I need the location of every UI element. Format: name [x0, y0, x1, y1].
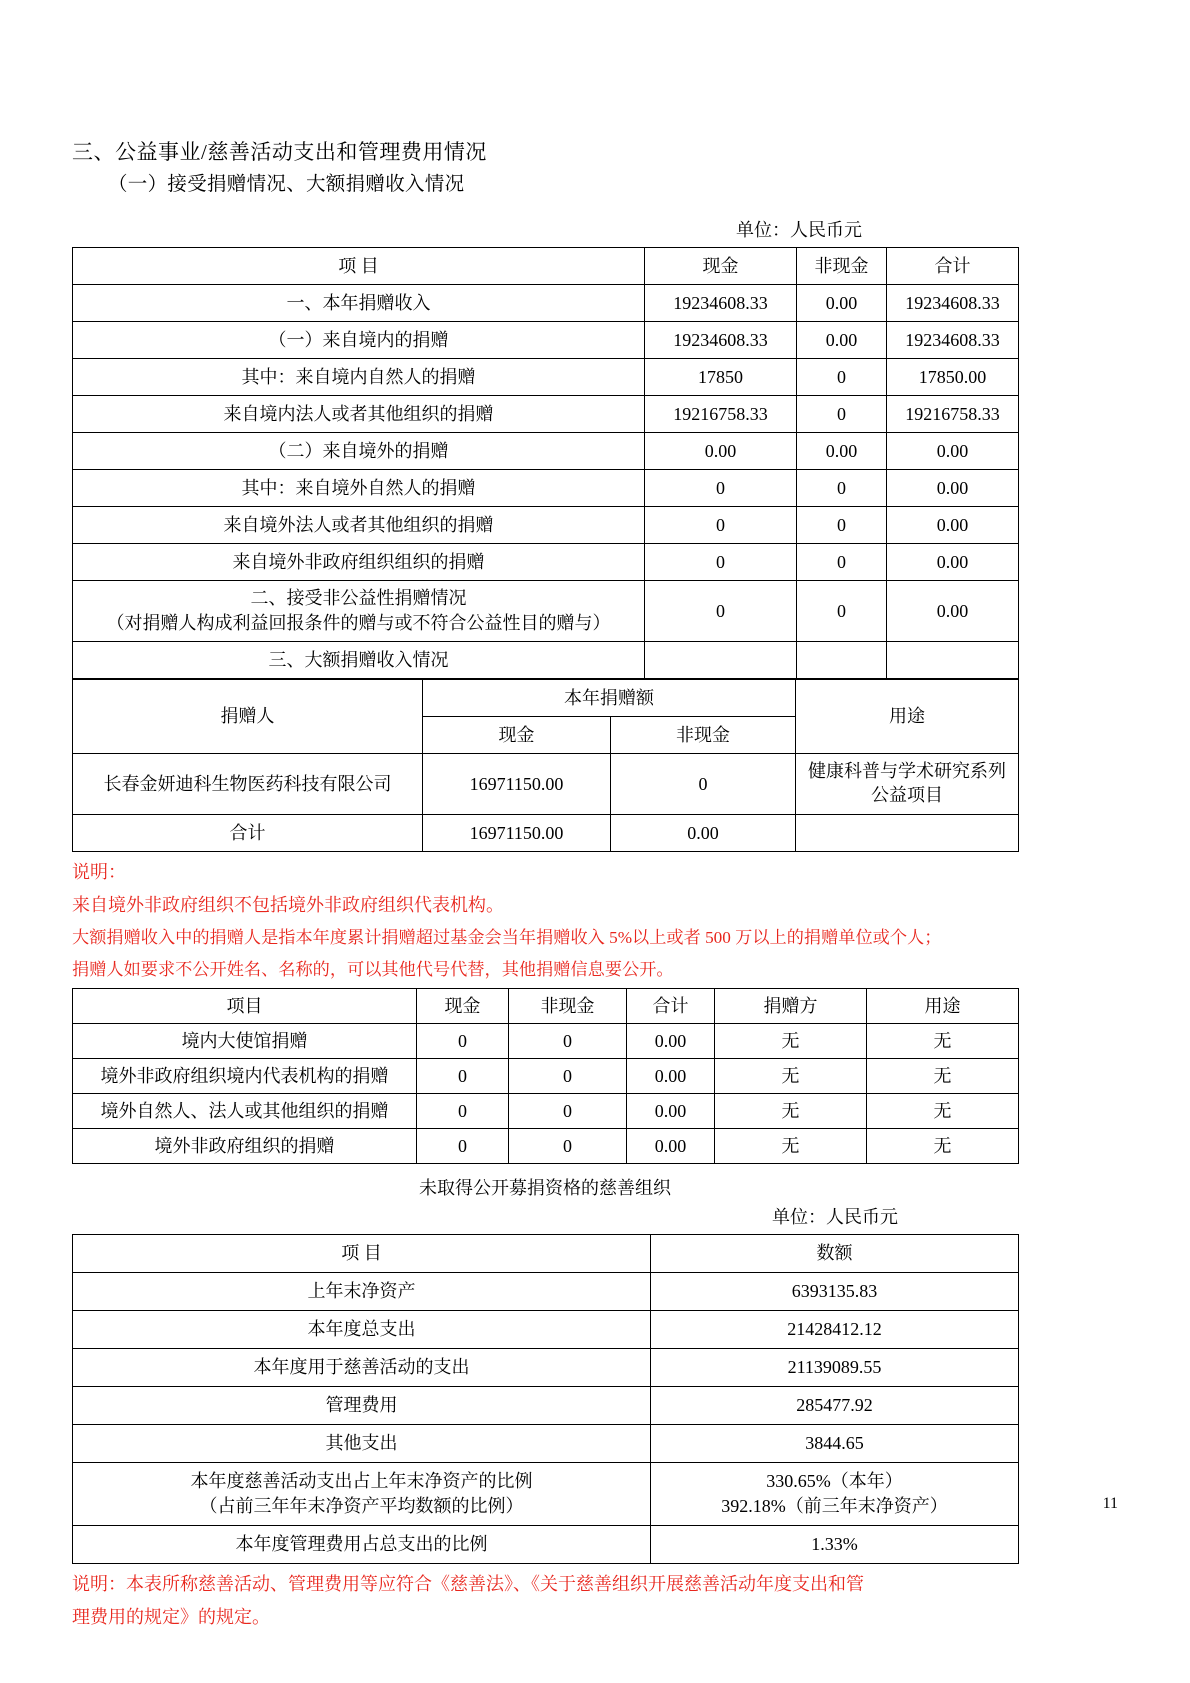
row-cash: 0 — [645, 469, 797, 506]
table-row — [73, 1128, 1019, 1163]
row-donor: 无 — [715, 1058, 867, 1093]
row-amount: 21428412.12 — [651, 1310, 1019, 1348]
ratio-item-line-1: 本年度慈善活动支出占上年末净资产的比例 — [190, 1471, 533, 1492]
table-row — [73, 753, 1019, 814]
col-header-item: 项 目 — [73, 247, 645, 284]
row-noncash: 0 — [509, 1023, 627, 1058]
unit-label-1: 单位：人民币元 — [736, 219, 862, 240]
row-cash: 0 — [645, 580, 797, 641]
row-total: 0.00 — [627, 1058, 715, 1093]
row-item: 其他支出 — [73, 1424, 651, 1462]
row-noncash: 0 — [797, 580, 887, 641]
donation-income-table — [72, 247, 1019, 679]
ratio-row — [73, 1462, 1019, 1525]
row-noncash: 0 — [509, 1093, 627, 1128]
row-noncash: 0 — [797, 395, 887, 432]
expenditure-table — [72, 1234, 1019, 1564]
col-header-item: 项目 — [73, 988, 417, 1023]
col-header-use: 用途 — [867, 988, 1019, 1023]
large-donation-title-row — [73, 641, 1019, 678]
row-amount: 6393135.83 — [651, 1272, 1019, 1310]
total-use — [796, 814, 1019, 851]
total-label: 合计 — [73, 814, 423, 851]
noncharitable-donation-row — [73, 580, 1019, 641]
ratio-item — [73, 1462, 651, 1525]
subsection-heading: （一）接受捐赠情况、大额捐赠收入情况 — [108, 173, 465, 195]
col-header-use: 用途 — [796, 679, 1019, 753]
row-total: 0.00 — [887, 580, 1019, 641]
row-donor: 无 — [715, 1093, 867, 1128]
section-heading: 三、公益事业/慈善活动支出和管理费用情况 — [72, 140, 487, 164]
noncharitable-line-2: （对捐赠人构成利益回报条件的赠与或不符合公益性目的赠与） — [106, 612, 611, 633]
row-item: 管理费用 — [73, 1386, 651, 1424]
row-noncash: 0.00 — [797, 284, 887, 321]
donor-use-line-1: 健康科普与学术研究系列 — [808, 761, 1006, 782]
row-total: 0.00 — [627, 1093, 715, 1128]
notes2-line-2: 理费用的规定》的规定。 — [72, 1606, 270, 1627]
row-noncash: 0 — [797, 358, 887, 395]
row-use: 无 — [867, 1093, 1019, 1128]
row-item: 境外非政府组织境内代表机构的捐赠 — [73, 1058, 417, 1093]
col-header-amount: 数额 — [651, 1234, 1019, 1272]
row-cash: 17850 — [645, 358, 797, 395]
total-cash: 16971150.00 — [423, 814, 611, 851]
page-number: 11 — [1102, 1495, 1118, 1512]
row-noncash: 0.00 — [797, 321, 887, 358]
row-total: 0.00 — [887, 469, 1019, 506]
row-cash: 19216758.33 — [645, 395, 797, 432]
col-header-total: 合计 — [627, 988, 715, 1023]
table-row — [73, 321, 1019, 358]
table-row — [73, 1310, 1019, 1348]
row-total: 19234608.33 — [887, 284, 1019, 321]
row-item: 其中：来自境内自然人的捐赠 — [73, 358, 645, 395]
total-noncash: 0.00 — [611, 814, 796, 851]
row-item: 本年度总支出 — [73, 1310, 651, 1348]
col-header-donor: 捐赠方 — [715, 988, 867, 1023]
row-use: 无 — [867, 1058, 1019, 1093]
large-donation-title: 三、大额捐赠收入情况 — [73, 641, 645, 678]
row-item: 一、本年捐赠收入 — [73, 284, 645, 321]
col-header-noncash: 非现金 — [797, 247, 887, 284]
table-row — [73, 358, 1019, 395]
row-cash: 19234608.33 — [645, 321, 797, 358]
row-use: 无 — [867, 1128, 1019, 1163]
empty-cell — [887, 641, 1019, 678]
row-noncash: 0 — [797, 543, 887, 580]
row-item: （一）来自境内的捐赠 — [73, 321, 645, 358]
noncharitable-line-1: 二、接受非公益性捐赠情况 — [250, 588, 467, 609]
row-item: 本年度用于慈善活动的支出 — [73, 1348, 651, 1386]
row-amount: 285477.92 — [651, 1386, 1019, 1424]
notes2-line-1: 说明：本表所称慈善活动、管理费用等应符合《慈善法》、《关于慈善组织开展慈善活动年度支出和管 — [72, 1573, 864, 1594]
notes-block-1 — [72, 858, 1018, 984]
col-header-noncash: 非现金 — [509, 988, 627, 1023]
row-noncash: 0 — [509, 1058, 627, 1093]
row-noncash: 0 — [797, 506, 887, 543]
col-header-donor: 捐赠人 — [73, 679, 423, 753]
row-noncash: 0.00 — [797, 432, 887, 469]
row-item: 境外非政府组织的捐赠 — [73, 1128, 417, 1163]
table-row — [73, 543, 1019, 580]
table-row — [73, 1093, 1019, 1128]
ratio-amount-line-1: 330.65%（本年） — [766, 1471, 903, 1492]
col-header-cash: 现金 — [645, 247, 797, 284]
row-item: （二）来自境外的捐赠 — [73, 432, 645, 469]
row-cash: 0 — [417, 1093, 509, 1128]
row-cash: 19234608.33 — [645, 284, 797, 321]
row-total: 19234608.33 — [887, 321, 1019, 358]
row-amount: 3844.65 — [651, 1424, 1019, 1462]
admin-ratio-row — [73, 1525, 1019, 1563]
overseas-donation-table — [72, 988, 1019, 1164]
table-row — [73, 469, 1019, 506]
page-content — [72, 136, 1018, 1636]
notes-title: 说明： — [72, 861, 126, 882]
table-row — [73, 1386, 1019, 1424]
unit-label-2: 单位：人民币元 — [772, 1206, 898, 1227]
table-header-row — [73, 988, 1019, 1023]
empty-cell — [797, 641, 887, 678]
table-header-row — [73, 1234, 1019, 1272]
ratio-amount-line-2: 392.18%（前三年末净资产） — [721, 1495, 948, 1516]
row-cash: 0 — [417, 1058, 509, 1093]
row-item: 境内大使馆捐赠 — [73, 1023, 417, 1058]
donor-noncash: 0 — [611, 753, 796, 814]
row-item: 上年末净资产 — [73, 1272, 651, 1310]
large-donation-table — [72, 679, 1019, 852]
row-total: 0.00 — [887, 432, 1019, 469]
notes-block-2 — [72, 1570, 1018, 1632]
notes-line-1: 来自境外非政府组织不包括境外非政府组织代表机构。 — [72, 894, 504, 915]
col-header-noncash: 非现金 — [611, 716, 796, 753]
row-item-multiline — [73, 580, 645, 641]
table-row — [73, 395, 1019, 432]
large-donation-total-row — [73, 814, 1019, 851]
row-item: 其中：来自境外自然人的捐赠 — [73, 469, 645, 506]
row-use: 无 — [867, 1023, 1019, 1058]
expenditure-section-title: 未取得公开募捐资格的慈善组织 — [419, 1177, 671, 1198]
table-header-row — [73, 247, 1019, 284]
row-item: 本年度管理费用占总支出的比例 — [73, 1525, 651, 1563]
table-row — [73, 1272, 1019, 1310]
row-amount: 1.33% — [651, 1525, 1019, 1563]
row-item: 来自境内法人或者其他组织的捐赠 — [73, 395, 645, 432]
row-noncash: 0 — [509, 1128, 627, 1163]
donor-name: 长春金妍迪科生物医药科技有限公司 — [73, 753, 423, 814]
table-row — [73, 1348, 1019, 1386]
row-cash: 0 — [645, 543, 797, 580]
large-donation-header-row-1 — [73, 679, 1019, 716]
donor-use-line-2: 公益项目 — [871, 784, 943, 805]
donor-use — [796, 753, 1019, 814]
row-total: 0.00 — [627, 1023, 715, 1058]
table-row — [73, 1058, 1019, 1093]
row-item: 来自境外法人或者其他组织的捐赠 — [73, 506, 645, 543]
table-row — [73, 1023, 1019, 1058]
table-row — [73, 506, 1019, 543]
table-row — [73, 1424, 1019, 1462]
notes-line-3: 捐赠人如要求不公开姓名、名称的，可以其他代号代替，其他捐赠信息要公开。 — [72, 959, 674, 979]
col-header-cash: 现金 — [423, 716, 611, 753]
row-total: 0.00 — [627, 1128, 715, 1163]
row-item: 来自境外非政府组织组织的捐赠 — [73, 543, 645, 580]
donor-cash: 16971150.00 — [423, 753, 611, 814]
col-header-item: 项 目 — [73, 1234, 651, 1272]
row-amount: 21139089.55 — [651, 1348, 1019, 1386]
ratio-item-line-2: （占前三年年末净资产平均数额的比例） — [199, 1495, 524, 1516]
row-total: 17850.00 — [887, 358, 1019, 395]
table-row — [73, 284, 1019, 321]
row-cash: 0 — [417, 1128, 509, 1163]
notes-line-2: 大额捐赠收入中的捐赠人是指本年度累计捐赠超过基金会当年捐赠收入 5%以上或者 500 万以上的捐赠单位或个人； — [72, 928, 942, 948]
row-donor: 无 — [715, 1023, 867, 1058]
col-header-total: 合计 — [887, 247, 1019, 284]
ratio-amount — [651, 1462, 1019, 1525]
row-total: 0.00 — [887, 543, 1019, 580]
table-row — [73, 432, 1019, 469]
row-noncash: 0 — [797, 469, 887, 506]
col-header-cash: 现金 — [417, 988, 509, 1023]
row-cash: 0.00 — [645, 432, 797, 469]
row-total: 19216758.33 — [887, 395, 1019, 432]
row-cash: 0 — [417, 1023, 509, 1058]
empty-cell — [645, 641, 797, 678]
row-item: 境外自然人、法人或其他组织的捐赠 — [73, 1093, 417, 1128]
row-cash: 0 — [645, 506, 797, 543]
row-total: 0.00 — [887, 506, 1019, 543]
col-header-amount: 本年捐赠额 — [423, 679, 796, 716]
row-donor: 无 — [715, 1128, 867, 1163]
